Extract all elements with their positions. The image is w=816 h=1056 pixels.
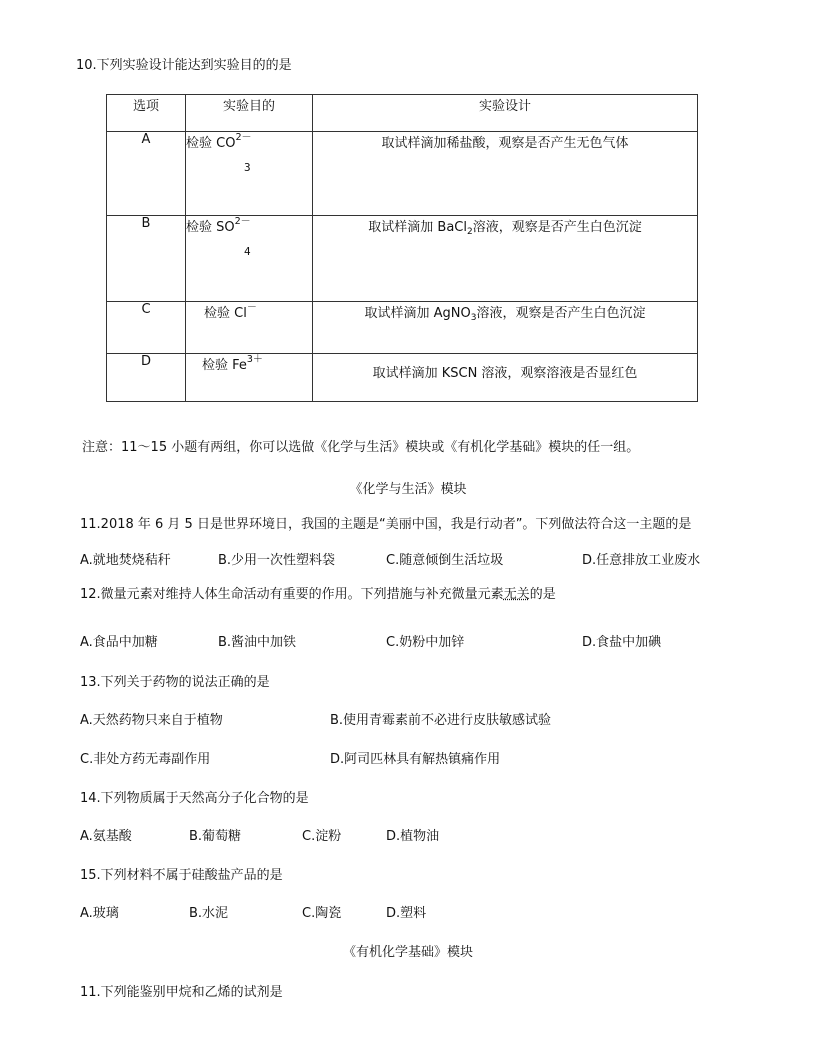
- ion-charge: 2－: [235, 132, 252, 143]
- ion-charge: 3＋: [246, 354, 263, 365]
- q12-stem-text: 12.微量元素对维持人体生命活动有重要的作用。下列措施与补充微量元素: [80, 587, 504, 602]
- design-text: 溶液，观察是否产生白色沉淀: [472, 220, 642, 235]
- q13-option-a: A.天然药物只来自于植物: [80, 713, 223, 728]
- ion-subscript: 4: [244, 245, 251, 258]
- purpose-cell: [186, 132, 313, 216]
- q11b-stem: 11.下列能鉴别甲烷和乙烯的试剂是: [80, 985, 283, 1000]
- header-purpose: 实验目的: [186, 95, 313, 132]
- q13-option-d: D.阿司匹林具有解热镇痛作用: [330, 752, 501, 767]
- q11-stem: 11.2018 年 6 月 5 日是世界环境日，我国的主题是“美丽中国，我是行动者”。下列做法符合这一主题的是: [80, 517, 692, 532]
- table-header-row: [107, 95, 698, 132]
- option-cell: A: [107, 132, 186, 216]
- module-note: 注意：11～15 小题有两组，你可以选做《化学与生活》模块或《有机化学基础》模块的任一组。: [82, 440, 640, 455]
- q12-stem-text: 的是: [529, 587, 556, 602]
- purpose-cell: [186, 354, 313, 402]
- q15-option-c: C.陶瓷: [302, 906, 342, 921]
- q11-option-d: D.任意排放工业废水: [582, 553, 701, 568]
- option-cell: D: [107, 354, 186, 402]
- module1-title: 《化学与生活》模块: [349, 482, 467, 497]
- purpose-text: 检验 Cl: [204, 306, 247, 321]
- header-design: 实验设计: [313, 95, 698, 132]
- q12-option-a: A.食品中加糖: [80, 635, 158, 650]
- table-row: [107, 132, 698, 216]
- q11-option-a: A.就地焚烧秸秆: [80, 553, 171, 568]
- q15-option-b: B.水泥: [189, 906, 229, 921]
- q14-option-c: C.淀粉: [302, 829, 342, 844]
- module2-title: 《有机化学基础》模块: [342, 945, 473, 960]
- design-cell: [313, 216, 698, 302]
- design-text: 取试样滴加 AgNO: [364, 306, 471, 321]
- purpose-cell: [186, 302, 313, 354]
- table-row: [107, 302, 698, 354]
- q13-option-c: C.非处方药无毒副作用: [80, 752, 211, 767]
- q11-option-b: B.少用一次性塑料袋: [218, 553, 336, 568]
- q12-option-c: C.奶粉中加锌: [386, 635, 465, 650]
- q12-option-b: B.酱油中加铁: [218, 635, 297, 650]
- formula-subscript: 2: [466, 227, 473, 237]
- q10-table: [106, 94, 698, 402]
- q15-stem: 15.下列材料不属于硅酸盐产品的是: [80, 868, 283, 883]
- q14-option-a: A.氨基酸: [80, 829, 132, 844]
- ion-charge: 2－: [234, 216, 251, 227]
- purpose-text: 检验 Fe: [202, 358, 247, 373]
- q12-stem: [80, 587, 556, 603]
- design-text: 取试样滴加 BaCl: [368, 220, 467, 235]
- option-cell: B: [107, 216, 186, 302]
- design-text: 溶液，观察是否产生白色沉淀: [476, 306, 646, 321]
- header-option: 选项: [107, 95, 186, 132]
- emphasis-text: 无关: [503, 587, 530, 602]
- ion-subscript: 3: [244, 161, 251, 174]
- purpose-cell: [186, 216, 313, 302]
- q15-option-a: A.玻璃: [80, 906, 119, 921]
- option-cell: C: [107, 302, 186, 354]
- design-cell: 取试样滴加 KSCN 溶液，观察溶液是否显红色: [313, 354, 698, 402]
- q10-stem: 10.下列实验设计能达到实验目的的是: [76, 58, 292, 73]
- ion-charge: －: [246, 302, 257, 313]
- table-row: [107, 216, 698, 302]
- table-row: [107, 354, 698, 402]
- purpose-text: 检验 SO: [186, 220, 235, 235]
- q13-option-b: B.使用青霉素前不必进行皮肤敏感试验: [330, 713, 552, 728]
- q15-option-d: D.塑料: [386, 906, 427, 921]
- design-cell: 取试样滴加稀盐酸，观察是否产生无色气体: [313, 132, 698, 216]
- design-cell: [313, 302, 698, 354]
- q14-option-d: D.植物油: [386, 829, 440, 844]
- q11-option-c: C.随意倾倒生活垃圾: [386, 553, 504, 568]
- q14-option-b: B.葡萄糖: [189, 829, 242, 844]
- q13-stem: 13.下列关于药物的说法正确的是: [80, 675, 270, 690]
- purpose-text: 检验 CO: [186, 136, 236, 151]
- formula-subscript: 3: [470, 313, 477, 323]
- q14-stem: 14.下列物质属于天然高分子化合物的是: [80, 791, 309, 806]
- q12-option-d: D.食盐中加碘: [582, 635, 662, 650]
